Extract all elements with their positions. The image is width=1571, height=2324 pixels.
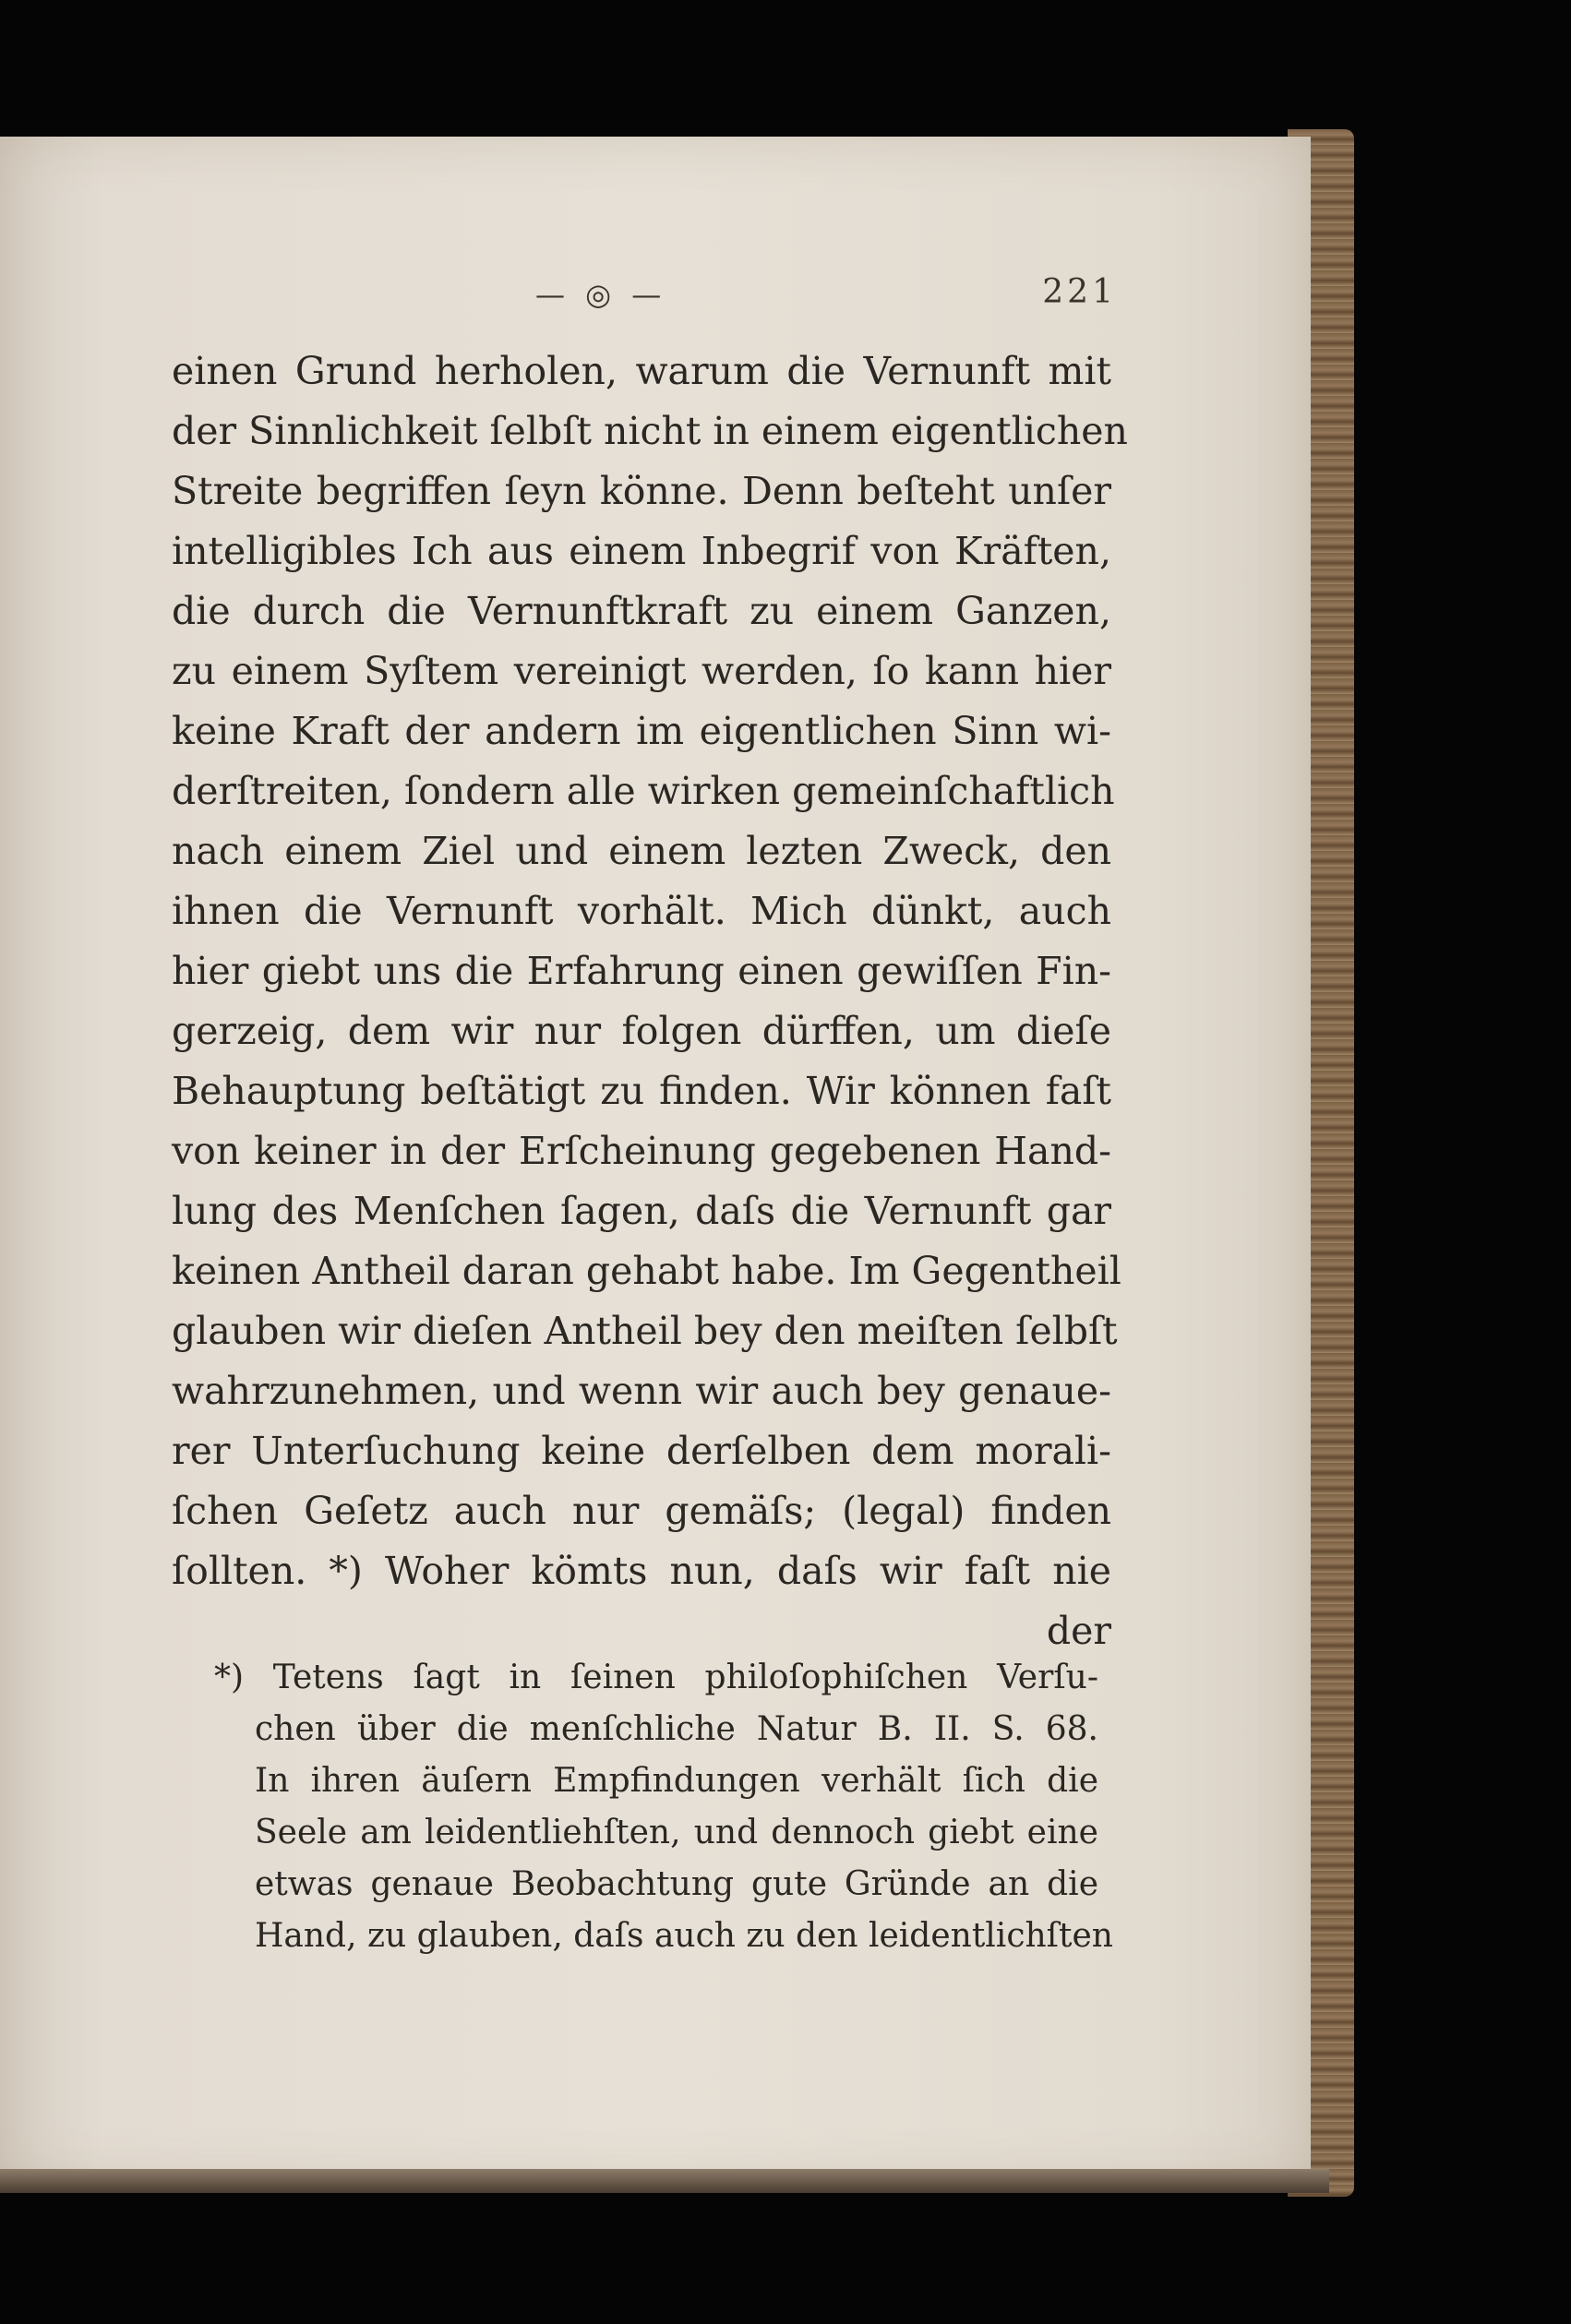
text-line: rer Unterſuchung keine derſelben dem morali- [172, 1429, 1111, 1473]
text-line: einen Grund herholen, warum die Vernunft mit [172, 349, 1111, 393]
body-text [172, 341, 1128, 1661]
text-line: derſtreiten, ſondern alle wirken gemeinſchaftlich [172, 769, 1115, 813]
footnote-line: In ihren äuſern Empfindungen verhält ſich die [255, 1762, 1098, 1800]
text-line: von keiner in der Erſcheinung gegebenen Hand- [172, 1129, 1111, 1173]
text-line: wahrzunehmen, und wenn wir auch bey genaue- [172, 1369, 1111, 1413]
catchword: der [1046, 1609, 1111, 1653]
text-line: die durch die Vernunftkraft zu einem Ganzen, [172, 589, 1111, 633]
text-line: intelligibles Ich aus einem Inbegrif von Kräften, [172, 529, 1111, 573]
footnote-line: chen über die menſchliche Natur B. II. S. 68. [255, 1710, 1098, 1748]
text-line: ihnen die Vernunft vorhält. Mich dünkt, auch [172, 889, 1111, 933]
text-line: Behauptung beſtätigt zu finden. Wir können faſt [172, 1069, 1111, 1113]
text-line: gerzeig, dem wir nur folgen dürffen, um dieſe [172, 1009, 1111, 1053]
text-line: ſchen Geſetz auch nur gemäſs; (legal) finden [172, 1489, 1111, 1533]
footnote-line: Seele am leidentliehſten, und dennoch giebt eine [255, 1814, 1098, 1851]
text-line: der Sinnlichkeit ſelbſt nicht in einem eigentlichen [172, 409, 1128, 453]
header-ornament: — ◎ — [535, 277, 667, 312]
text-line: nach einem Ziel und einem lezten Zweck, den [172, 829, 1111, 873]
text-line: zu einem Syſtem vereinigt werden, ſo kann hier [172, 649, 1111, 693]
text-line: keine Kraft der andern im eigentlichen Sinn wi- [172, 709, 1111, 753]
running-header [517, 268, 1117, 323]
text-line: keinen Antheil daran gehabt habe. Im Gegentheil [172, 1249, 1121, 1293]
text-line: Streite begriffen ſeyn könne. Denn beſteht unſer [172, 469, 1111, 513]
footnote-line: Hand, zu glauben, daſs auch zu den leidentlichſten [255, 1917, 1113, 1955]
footnote-line: etwas genaue Beobachtung gute Gründe an die [255, 1865, 1098, 1903]
text-line: hier giebt uns die Erfahrung einen gewiſſen Fin- [172, 949, 1111, 993]
footnote [214, 1652, 1113, 1962]
text-line: lung des Menſchen ſagen, daſs die Vernunft gar [172, 1189, 1111, 1233]
page-number: 221 [1042, 273, 1117, 311]
text-line: glauben wir dieſen Antheil bey den meiſten ſelbſt [172, 1309, 1118, 1353]
page-bottom-edge [0, 2169, 1329, 2193]
text-line: ſollten. *) Woher kömts nun, daſs wir faſt nie [172, 1549, 1111, 1593]
footnote-line: *) Tetens ſagt in ſeinen philoſophiſchen Verſu- [214, 1659, 1098, 1696]
